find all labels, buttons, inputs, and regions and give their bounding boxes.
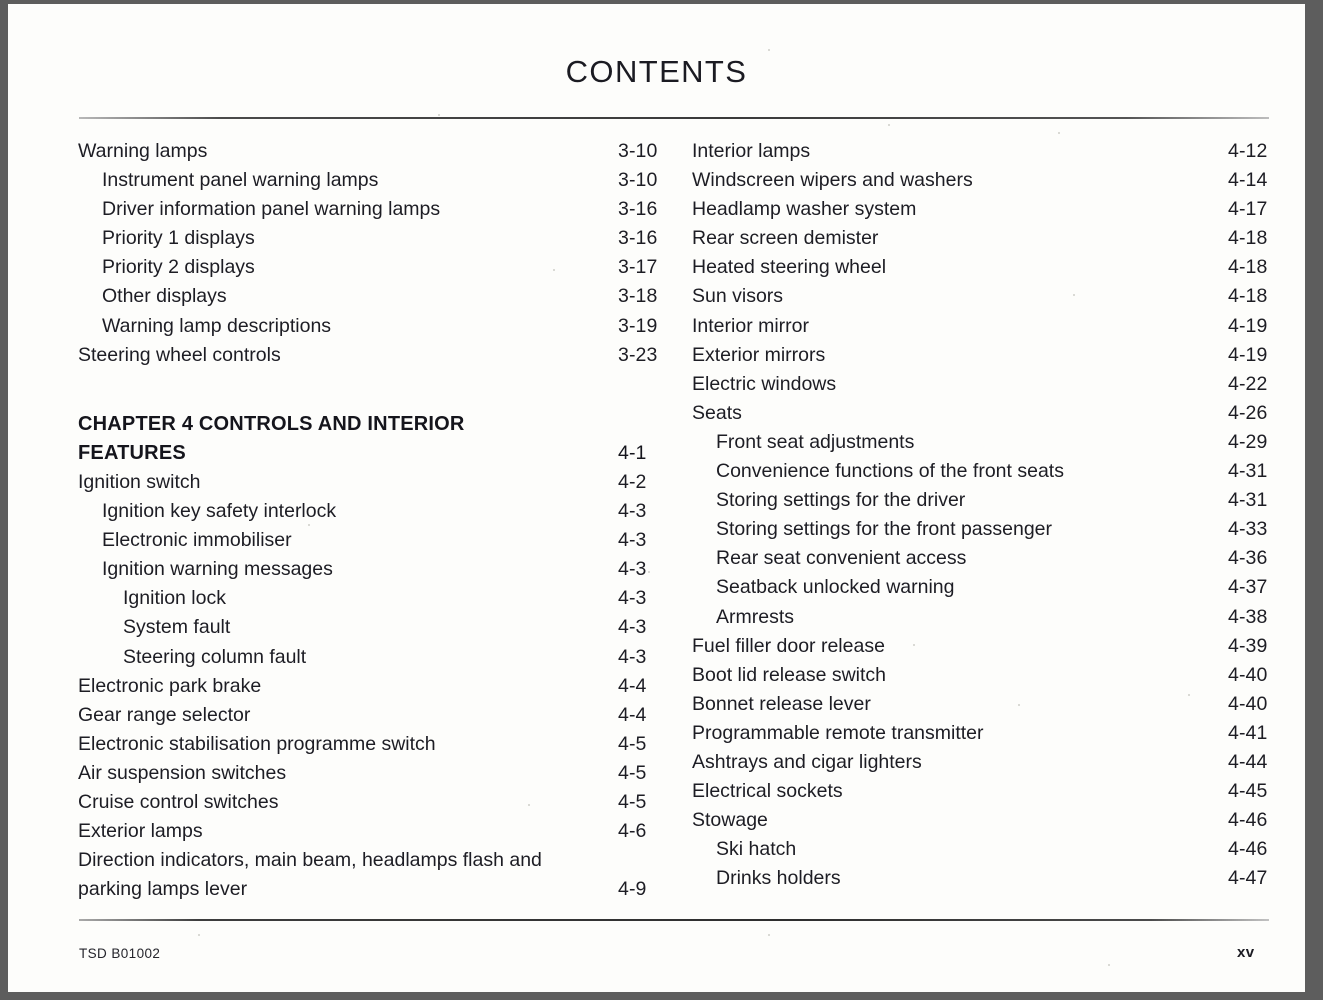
toc-entry-label: Warning lamp descriptions	[102, 314, 332, 337]
toc-entry[interactable]	[78, 169, 658, 198]
toc-entry[interactable]	[78, 733, 648, 762]
toc-entry[interactable]	[692, 460, 1268, 489]
toc-entry-label: Storing settings for the front passenger	[716, 518, 1053, 541]
toc-entry-label: Direction indicators, main beam, headlamps flash and	[78, 849, 542, 872]
toc-entry-label: Seatback unlocked warning	[716, 576, 955, 599]
toc-entry[interactable]	[78, 762, 648, 791]
toc-entry-label: Steering column fault	[123, 645, 307, 668]
toc-entry[interactable]	[692, 838, 1268, 867]
toc-entry-label: Priority 2 displays	[102, 256, 255, 279]
chapter-heading-line-1	[78, 413, 648, 442]
toc-entry-page-number: 4-22	[1228, 372, 1268, 395]
toc-entry-label: Ignition warning messages	[102, 558, 333, 581]
document-page	[8, 4, 1305, 992]
toc-entry-label: System fault	[123, 616, 231, 639]
contents-left-column	[78, 140, 658, 907]
toc-entry-label: Stowage	[692, 809, 768, 832]
paper-speckle	[768, 934, 770, 936]
toc-entry[interactable]	[692, 489, 1268, 518]
toc-entry-label: Convenience functions of the front seats	[716, 460, 1064, 483]
toc-entry-label: Sun visors	[692, 285, 784, 308]
toc-entry-label: Rear seat convenient access	[716, 547, 967, 570]
toc-entry[interactable]	[692, 867, 1268, 896]
toc-entry-page-number: 4-26	[1228, 401, 1268, 424]
toc-entry-page-number: 4-38	[1228, 605, 1268, 628]
toc-entry-page-number: 4-31	[1228, 489, 1268, 512]
toc-entry-page-number: 4-5	[618, 732, 647, 755]
toc-entry[interactable]	[78, 500, 648, 529]
toc-entry-label: Ski hatch	[716, 838, 797, 861]
toc-entry-label: Heated steering wheel	[692, 256, 887, 279]
toc-entry-label: Ignition lock	[123, 587, 226, 610]
page-title: CONTENTS	[565, 54, 748, 89]
toc-entry[interactable]	[78, 256, 658, 285]
toc-entry-page-number: 4-44	[1228, 750, 1268, 773]
toc-entry-label: Bonnet release lever	[692, 692, 871, 715]
toc-entry-label: Electrical sockets	[692, 780, 843, 803]
toc-entry-label: Cruise control switches	[78, 790, 279, 813]
toc-entry-page-number: 4-9	[618, 878, 647, 901]
paper-speckle	[648, 571, 650, 573]
toc-entry-label: Electronic immobiliser	[102, 529, 292, 552]
toc-entry[interactable]	[692, 750, 1268, 780]
footer-page-number: xv	[1237, 944, 1255, 961]
toc-entry-page-number: 4-4	[618, 703, 647, 726]
toc-entry[interactable]	[78, 849, 648, 878]
toc-entry-page-number: 4-41	[1228, 721, 1268, 744]
toc-entry-page-number: 3-18	[618, 285, 658, 308]
toc-entry-page-number: 4-40	[1228, 692, 1268, 715]
toc-entry[interactable]	[692, 198, 1268, 227]
toc-entry-page-number: 4-33	[1228, 518, 1268, 541]
toc-entry-page-number: 4-3	[618, 587, 647, 610]
toc-entry-page-number: 4-3	[618, 645, 647, 668]
toc-entry[interactable]	[78, 675, 648, 704]
toc-entry-page-number: 4-18	[1228, 256, 1268, 279]
toc-entry-page-number: 4-19	[1228, 314, 1268, 337]
toc-entry[interactable]	[692, 663, 1268, 693]
toc-entry[interactable]	[692, 169, 1268, 198]
toc-entry-page-number: 4-29	[1228, 430, 1268, 453]
chapter-heading-page-number: 4-1	[618, 441, 647, 464]
toc-entry-label: Fuel filler door release	[692, 634, 885, 657]
paper-speckle	[198, 934, 200, 936]
toc-entry[interactable]	[692, 285, 1268, 314]
chapter-heading-line-2	[78, 442, 648, 471]
toc-entry[interactable]	[692, 518, 1268, 547]
toc-entry-label: Interior mirror	[692, 314, 810, 337]
toc-entry[interactable]	[692, 780, 1268, 809]
toc-entry-label: Armrests	[716, 605, 794, 628]
toc-entry-page-number: 4-40	[1228, 663, 1268, 686]
toc-entry[interactable]	[78, 558, 648, 587]
toc-entry-page-number: 4-2	[618, 470, 647, 493]
toc-entry[interactable]	[78, 285, 658, 314]
toc-entry-label: Electric windows	[692, 372, 837, 395]
toc-entry-label: Air suspension switches	[78, 761, 287, 784]
toc-entry[interactable]	[78, 471, 648, 500]
toc-entry[interactable]	[692, 809, 1268, 838]
toc-entry-page-number: 3-10	[618, 140, 658, 162]
toc-entry-page-number: 4-39	[1228, 634, 1268, 657]
toc-entry[interactable]	[78, 646, 648, 675]
toc-entry-label: Warning lamps	[78, 140, 208, 162]
toc-entry-page-number: 3-10	[618, 169, 658, 192]
toc-entry-label: Programmable remote transmitter	[692, 721, 984, 744]
paper-speckle	[888, 124, 890, 126]
toc-entry-label: Ignition key safety interlock	[102, 500, 337, 523]
toc-entry-page-number: 4-17	[1228, 198, 1268, 221]
paper-speckle	[438, 114, 440, 116]
toc-entry-page-number: 4-46	[1228, 838, 1268, 861]
toc-entry-page-number: 3-16	[618, 198, 658, 221]
toc-entry-page-number: 4-19	[1228, 343, 1268, 366]
toc-entry[interactable]	[78, 314, 658, 344]
toc-entry[interactable]	[78, 704, 648, 733]
toc-entry[interactable]	[692, 343, 1268, 373]
toc-entry-label: Storing settings for the driver	[716, 489, 966, 512]
toc-entry-label: Electronic park brake	[78, 674, 262, 697]
toc-entry-label: Ignition switch	[78, 470, 201, 493]
toc-entry-page-number: 4-14	[1228, 169, 1268, 192]
toc-entry-page-number: 4-3	[618, 529, 647, 552]
toc-entry-page-number: 4-5	[618, 761, 647, 784]
toc-entry-page-number: 4-3	[618, 558, 647, 581]
toc-entry[interactable]	[78, 616, 648, 645]
toc-entry[interactable]	[78, 227, 658, 256]
toc-entry[interactable]	[692, 692, 1268, 722]
toc-entry-page-number: 4-18	[1228, 285, 1268, 308]
toc-entry-page-number: 4-5	[618, 790, 647, 813]
toc-entry-label: Electronic stabilisation programme switch	[78, 732, 436, 755]
chapter-heading-text: FEATURES	[78, 441, 186, 464]
toc-entry[interactable]	[78, 587, 648, 616]
toc-entry[interactable]	[692, 576, 1268, 605]
toc-entry-page-number: 4-36	[1228, 547, 1268, 570]
toc-entry-label: Ashtrays and cigar lighters	[692, 750, 922, 773]
toc-entry[interactable]	[78, 878, 648, 907]
toc-entry[interactable]	[78, 140, 658, 169]
paper-speckle	[768, 49, 770, 51]
toc-entry-label: Windscreen wipers and washers	[692, 169, 973, 192]
section-spacer	[78, 373, 648, 413]
toc-entry-page-number: 4-45	[1228, 780, 1268, 803]
toc-entry[interactable]	[692, 634, 1268, 664]
toc-entry[interactable]	[78, 198, 658, 227]
toc-entry-page-number: 4-6	[618, 820, 647, 843]
toc-entry-page-number: 4-31	[1228, 460, 1268, 483]
toc-entry-page-number: 4-4	[618, 674, 647, 697]
toc-entry-label: Boot lid release switch	[692, 663, 887, 686]
toc-entry-label: Steering wheel controls	[78, 343, 281, 366]
toc-entry[interactable]	[692, 605, 1268, 635]
toc-entry-label: Exterior mirrors	[692, 343, 826, 366]
toc-entry-label: parking lamps lever	[78, 878, 248, 901]
toc-entry-page-number: 4-37	[1228, 576, 1268, 599]
toc-entry-label: Instrument panel warning lamps	[102, 169, 379, 192]
toc-entry[interactable]	[692, 256, 1268, 285]
toc-entry-label: Seats	[692, 401, 742, 424]
toc-entry[interactable]	[692, 314, 1268, 344]
toc-entry[interactable]	[692, 547, 1268, 576]
toc-entry-label: Interior lamps	[692, 140, 811, 162]
toc-entry-label: Driver information panel warning lamps	[102, 198, 441, 221]
header-rule	[79, 117, 1269, 119]
toc-entry[interactable]	[78, 343, 658, 373]
toc-entry-label: Drinks holders	[716, 867, 841, 890]
toc-entry-label: Headlamp washer system	[692, 198, 917, 221]
toc-entry[interactable]	[692, 401, 1268, 431]
toc-entry[interactable]	[692, 372, 1268, 402]
toc-entry-page-number: 3-19	[618, 314, 658, 337]
paper-speckle	[1108, 964, 1110, 966]
toc-entry-page-number: 4-47	[1228, 867, 1268, 890]
toc-entry[interactable]	[692, 721, 1268, 751]
toc-entry[interactable]	[78, 529, 648, 558]
toc-entry-label: Front seat adjustments	[716, 430, 915, 453]
toc-entry[interactable]	[78, 791, 648, 820]
toc-entry-page-number: 4-3	[618, 616, 647, 639]
footer-rule	[79, 919, 1269, 921]
toc-entry-page-number: 4-3	[618, 500, 647, 523]
chapter-heading-text: CHAPTER 4 CONTROLS AND INTERIOR	[78, 412, 465, 435]
toc-entry-page-number: 4-18	[1228, 227, 1268, 250]
toc-entry-page-number: 3-17	[618, 256, 658, 279]
paper-speckle	[1058, 132, 1060, 134]
toc-entry-page-number: 3-16	[618, 227, 658, 250]
toc-entry-label: Rear screen demister	[692, 227, 879, 250]
toc-entry-page-number: 4-46	[1228, 809, 1268, 832]
contents-right-column	[692, 140, 1268, 896]
toc-entry-page-number: 4-12	[1228, 140, 1268, 162]
toc-entry-label: Other displays	[102, 285, 227, 308]
toc-entry[interactable]	[692, 430, 1268, 460]
toc-entry-label: Priority 1 displays	[102, 227, 255, 250]
footer-document-code: TSD B01002	[79, 946, 161, 961]
toc-entry[interactable]	[692, 227, 1268, 256]
toc-entry[interactable]	[692, 140, 1268, 169]
toc-entry-label: Gear range selector	[78, 703, 251, 726]
toc-entry[interactable]	[78, 820, 648, 849]
toc-entry-page-number: 3-23	[618, 343, 658, 366]
toc-entry-label: Exterior lamps	[78, 820, 203, 843]
